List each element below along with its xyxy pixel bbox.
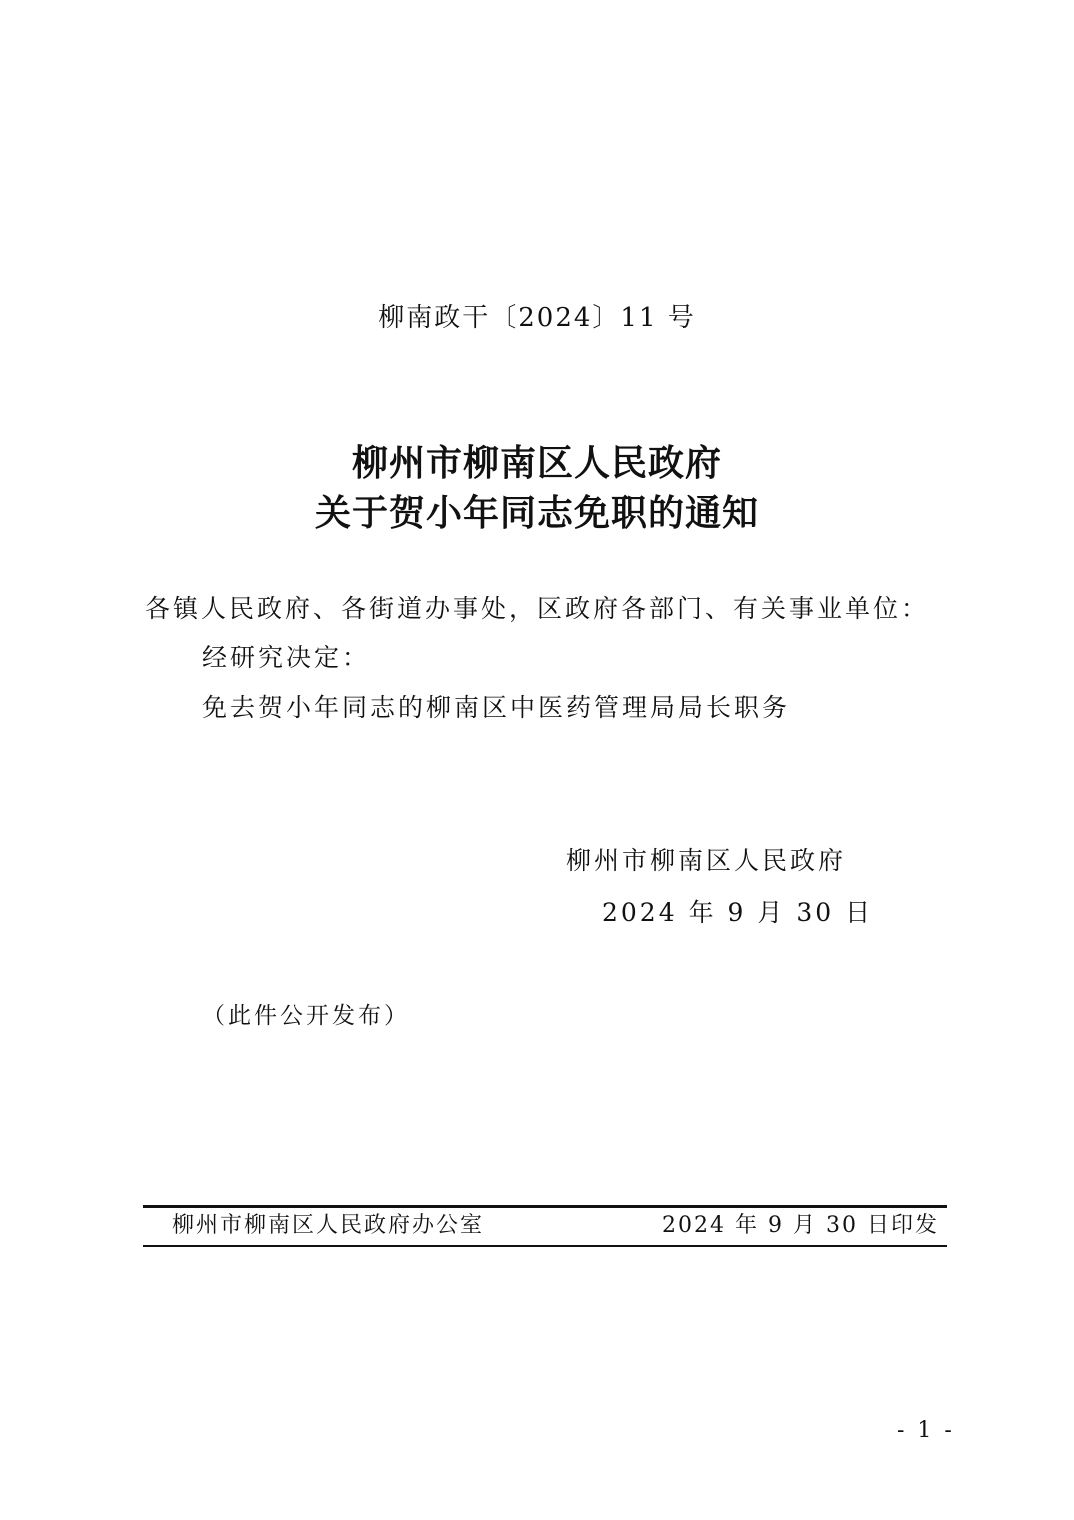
page-number: - 1 - bbox=[897, 1418, 955, 1443]
body-paragraph-dismissal: 免去贺小年同志的柳南区中医药管理局局长职务 bbox=[202, 693, 791, 722]
disclosure-note: （此件公开发布） bbox=[202, 1003, 410, 1029]
footer-issuing-office: 柳州市柳南区人民政府办公室 bbox=[172, 1213, 485, 1238]
footer-issue-date: 2024 年 9 月 30 日印发 bbox=[662, 1213, 939, 1238]
document-title-line-1: 柳州市柳南区人民政府 bbox=[351, 442, 722, 484]
footer-bottom-rule bbox=[143, 1245, 947, 1247]
document-title-line-2: 关于贺小年同志免职的通知 bbox=[314, 492, 759, 534]
signature-organization: 柳州市柳南区人民政府 bbox=[566, 846, 847, 875]
addressee: 各镇人民政府、各街道办事处，区政府各部门、有关事业单位： bbox=[145, 594, 930, 623]
body-paragraph-decision: 经研究决定： bbox=[202, 643, 371, 672]
footer-top-rule bbox=[143, 1205, 947, 1208]
document-number: 柳南政干〔2024〕11 号 bbox=[378, 303, 696, 333]
signature-date: 2024 年 9 月 30 日 bbox=[602, 898, 874, 927]
